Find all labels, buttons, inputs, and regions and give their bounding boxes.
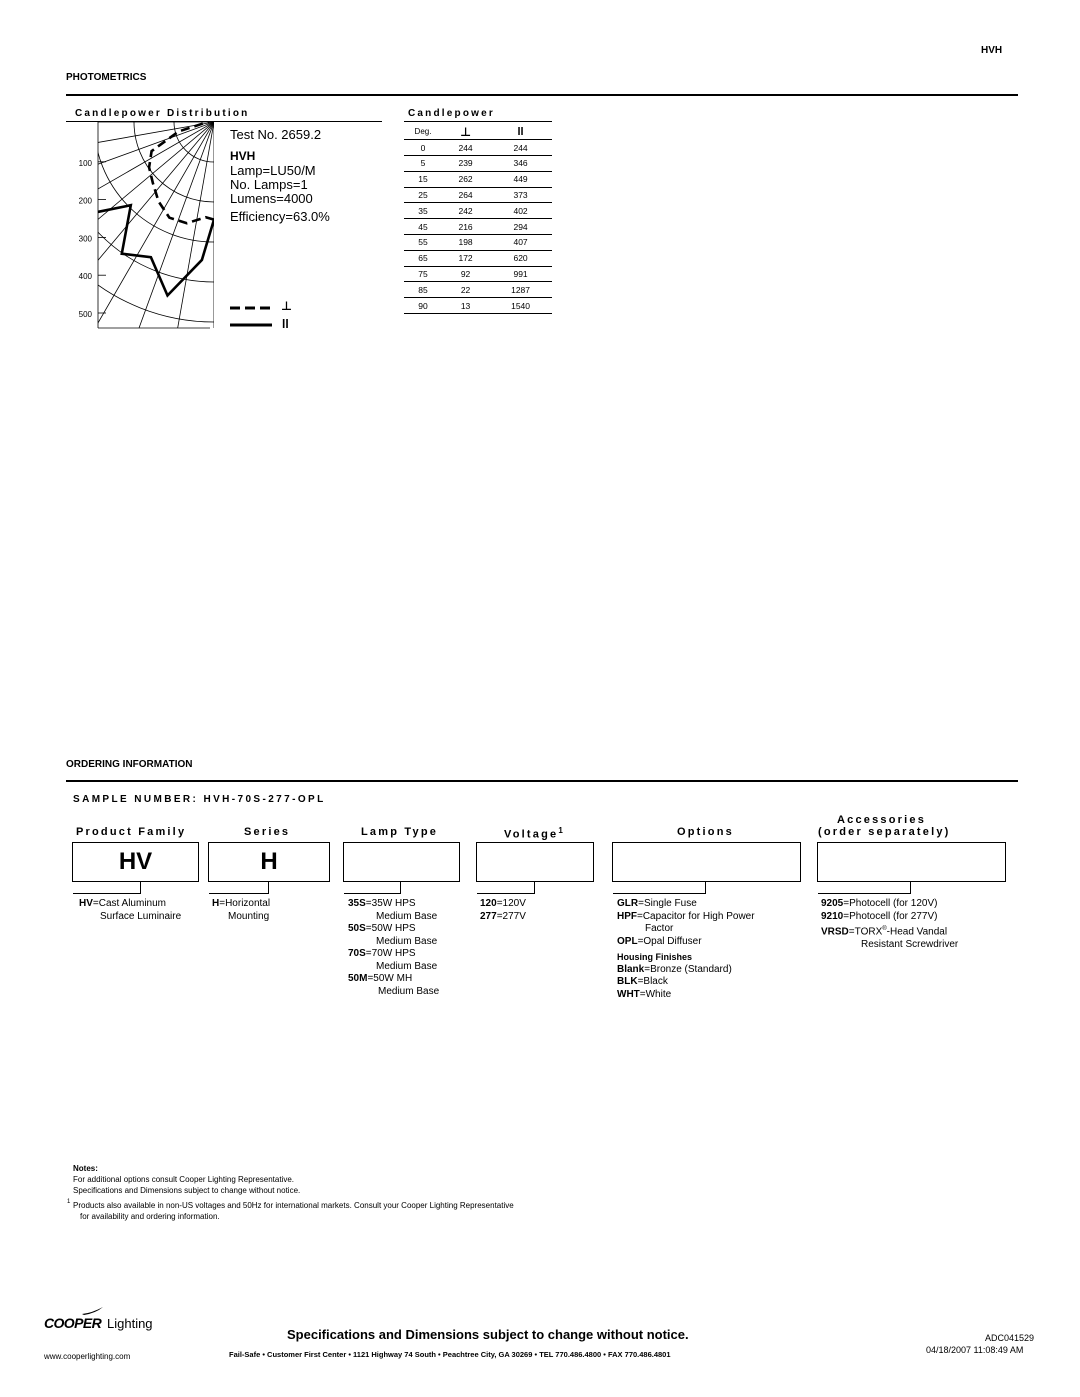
option-code: 50S bbox=[348, 923, 366, 934]
doc-id: ADC041529 bbox=[985, 1333, 1035, 1343]
cell-perp: 13 bbox=[442, 298, 489, 314]
finish-blank bbox=[617, 964, 755, 977]
option-code: BLK bbox=[617, 976, 638, 987]
header-perp: ⊥ bbox=[442, 124, 489, 140]
option-desc: =Cast Aluminum bbox=[92, 898, 166, 909]
accessories-list bbox=[821, 898, 958, 951]
option-code: 277 bbox=[480, 910, 497, 922]
table-row bbox=[404, 235, 552, 251]
voltage-box bbox=[476, 842, 594, 882]
table-row bbox=[404, 250, 552, 266]
cell-deg: 85 bbox=[404, 282, 442, 298]
grid-radial bbox=[60, 122, 214, 242]
col-accessories: Accessories bbox=[837, 814, 927, 826]
col-options: Options bbox=[677, 826, 734, 838]
radial-ticks bbox=[79, 159, 106, 319]
cell-perp: 242 bbox=[442, 203, 489, 219]
product-family-box: HV bbox=[72, 842, 199, 882]
option-35s bbox=[348, 898, 439, 911]
header-par: ll bbox=[489, 124, 552, 140]
radial-tick-label: 500 bbox=[78, 310, 92, 319]
table-label: Candlepower bbox=[408, 108, 495, 119]
finish-wht bbox=[617, 989, 755, 1002]
brand-name: COOPER bbox=[44, 1315, 102, 1331]
option-desc: =Opal Diffuser bbox=[637, 935, 702, 947]
cell-deg: 90 bbox=[404, 298, 442, 314]
col-product-family: Product Family bbox=[76, 826, 187, 838]
notes-line-2: Specifications and Dimensions subject to change without notice. bbox=[73, 1186, 301, 1195]
footnote-mark: 1 bbox=[67, 1199, 71, 1205]
trademark-mark: ® bbox=[882, 926, 887, 932]
legend-perp-label: ⊥ bbox=[281, 299, 292, 313]
logo-swoosh-icon bbox=[82, 1307, 104, 1315]
cell-par: 373 bbox=[489, 187, 552, 203]
cell-deg: 65 bbox=[404, 250, 442, 266]
cell-perp: 262 bbox=[442, 171, 489, 187]
lamp-info: Lamp=LU50/M bbox=[230, 163, 316, 178]
option-desc: =35W HPS bbox=[365, 898, 416, 909]
cell-perp: 198 bbox=[442, 235, 489, 251]
finish-blk bbox=[617, 976, 755, 989]
table-row bbox=[404, 187, 552, 203]
footnote-text-cont: for availability and ordering information. bbox=[80, 1212, 220, 1221]
accessory-9210 bbox=[821, 911, 958, 924]
cell-par: 294 bbox=[489, 219, 552, 235]
option-desc-cont: Mounting bbox=[228, 910, 270, 922]
option-code: HV bbox=[79, 898, 93, 909]
option-120 bbox=[480, 898, 526, 911]
notes-title: Notes: bbox=[73, 1164, 98, 1173]
cell-deg: 25 bbox=[404, 187, 442, 203]
footnote-text: Products also available in non-US voltages and 50Hz for international markets. Consult your Cooper Lighting Representative bbox=[73, 1201, 514, 1210]
website-link[interactable]: www.cooperlighting.com bbox=[44, 1352, 131, 1361]
option-desc: =120V bbox=[496, 898, 526, 909]
option-desc: =Photocell (for 120V) bbox=[843, 898, 938, 909]
series-par-curve bbox=[60, 122, 214, 296]
option-code: 35S bbox=[348, 898, 366, 909]
option-code: OPL bbox=[617, 935, 638, 947]
table-row bbox=[404, 219, 552, 235]
radial-tick-label: 100 bbox=[78, 158, 92, 168]
option-code: H bbox=[212, 898, 220, 909]
cell-par: 407 bbox=[489, 235, 552, 251]
options-box bbox=[612, 842, 801, 882]
cell-par: 1540 bbox=[489, 298, 552, 314]
cell-deg: 55 bbox=[404, 235, 442, 251]
table-row bbox=[404, 282, 552, 298]
option-h bbox=[212, 898, 270, 911]
test-number: Test No. 2659.2 bbox=[230, 127, 322, 142]
cell-perp: 239 bbox=[442, 156, 489, 172]
cell-deg: 15 bbox=[404, 171, 442, 187]
option-hv bbox=[79, 898, 181, 911]
radial-tick-label: 200 bbox=[78, 196, 92, 206]
accessory-vrsd bbox=[821, 923, 958, 939]
efficiency: Efficiency=63.0% bbox=[230, 209, 330, 224]
col-accessories-sub: (order separately) bbox=[818, 826, 951, 838]
table-row bbox=[404, 266, 552, 282]
option-glr bbox=[617, 898, 755, 911]
footnote-1 bbox=[67, 1199, 514, 1211]
option-desc-cont: Medium Base bbox=[378, 985, 440, 997]
cell-par: 1287 bbox=[489, 282, 552, 298]
option-desc: =Photocell (for 277V) bbox=[843, 910, 938, 922]
option-desc-cont: Medium Base bbox=[376, 910, 438, 922]
grid-radial bbox=[132, 122, 214, 334]
option-code: 50M bbox=[348, 973, 368, 984]
option-desc: =Capacitor for High Power bbox=[637, 910, 755, 922]
lamp-type-box bbox=[343, 842, 460, 882]
header-deg: Deg. bbox=[404, 124, 442, 140]
option-code: GLR bbox=[617, 898, 639, 909]
candlepower-table bbox=[404, 124, 552, 314]
option-code: Blank bbox=[617, 963, 645, 975]
option-50s bbox=[348, 923, 439, 936]
option-code: 9210 bbox=[821, 910, 844, 922]
cell-deg: 0 bbox=[404, 140, 442, 156]
ordering-rule bbox=[66, 780, 1018, 782]
col-voltage bbox=[504, 826, 565, 841]
series-perp-curve bbox=[149, 122, 214, 223]
option-desc: =White bbox=[639, 988, 672, 1000]
options-list bbox=[617, 898, 755, 1001]
section-title-ordering: ORDERING INFORMATION bbox=[66, 759, 193, 770]
option-code: 120 bbox=[480, 898, 497, 909]
option-desc-cont: Medium Base bbox=[376, 960, 438, 972]
grid-radial bbox=[172, 122, 214, 334]
cell-deg: 35 bbox=[404, 203, 442, 219]
table-label-rule bbox=[404, 121, 552, 122]
table-row bbox=[404, 140, 552, 156]
polar-grid bbox=[60, 122, 220, 334]
option-desc-cont: Factor bbox=[645, 923, 674, 934]
option-desc-cont: Medium Base bbox=[376, 935, 438, 947]
option-code: 9205 bbox=[821, 898, 844, 909]
cell-par: 991 bbox=[489, 266, 552, 282]
housing-finishes-title: Housing Finishes bbox=[617, 952, 693, 962]
option-desc: =TORX bbox=[848, 926, 883, 938]
cell-deg: 45 bbox=[404, 219, 442, 235]
cell-par: 346 bbox=[489, 156, 552, 172]
option-desc: =277V bbox=[496, 910, 526, 922]
doc-code: HVH bbox=[981, 45, 1003, 56]
option-70s bbox=[348, 948, 439, 961]
accessory-9205 bbox=[821, 898, 958, 911]
col-series: Series bbox=[244, 826, 291, 838]
option-desc-cont: Resistant Screwdriver bbox=[861, 938, 959, 950]
option-desc: =Horizontal bbox=[219, 898, 271, 909]
footer-contact: Fail-Safe • Customer First Center • 1121 Highway 74 South • Peachtree City, GA 30269 • TEL 770.486.4800 • FAX 770.486.4801 bbox=[229, 1350, 671, 1359]
option-code: HPF bbox=[617, 910, 637, 922]
cell-deg: 5 bbox=[404, 156, 442, 172]
cell-perp: 92 bbox=[442, 266, 489, 282]
option-opl bbox=[617, 936, 755, 949]
cooper-logo[interactable] bbox=[44, 1311, 156, 1333]
cell-deg: 75 bbox=[404, 266, 442, 282]
cell-perp: 216 bbox=[442, 219, 489, 235]
voltage-footnote-mark: 1 bbox=[558, 826, 565, 835]
cell-perp: 172 bbox=[442, 250, 489, 266]
chart-label: Candlepower Distribution bbox=[75, 108, 250, 119]
option-desc: =Single Fuse bbox=[638, 898, 697, 909]
voltage-options bbox=[480, 898, 526, 923]
cell-par: 620 bbox=[489, 250, 552, 266]
cell-par: 244 bbox=[489, 140, 552, 156]
legend-par-label: ll bbox=[282, 317, 289, 331]
cell-perp: 244 bbox=[442, 140, 489, 156]
lamp-type-options bbox=[348, 898, 439, 998]
option-desc-2: -Head Vandal bbox=[886, 926, 948, 938]
notes-line-1: For additional options consult Cooper Lighting Representative. bbox=[73, 1175, 295, 1184]
option-desc: =50W HPS bbox=[365, 923, 416, 934]
option-hpf bbox=[617, 911, 755, 924]
option-desc: =Black bbox=[637, 976, 668, 987]
option-code: 70S bbox=[348, 948, 366, 959]
table-row bbox=[404, 203, 552, 219]
option-50m bbox=[348, 973, 439, 986]
series-options bbox=[212, 898, 270, 923]
bracket-bar-lamp bbox=[344, 893, 401, 894]
section-title-photometrics: PHOTOMETRICS bbox=[66, 72, 147, 83]
table-row bbox=[404, 298, 552, 314]
option-277 bbox=[480, 911, 526, 924]
cell-par: 449 bbox=[489, 171, 552, 187]
header-rule bbox=[66, 94, 1018, 96]
sample-number: SAMPLE NUMBER: HVH-70S-277-OPL bbox=[73, 794, 326, 805]
bracket-bar-options bbox=[613, 893, 706, 894]
cell-perp: 22 bbox=[442, 282, 489, 298]
doc-timestamp: 04/18/2007 11:08:49 AM bbox=[926, 1345, 1024, 1355]
bracket-bar-product-family bbox=[73, 893, 141, 894]
notes-block bbox=[67, 1163, 514, 1222]
radial-tick-label: 300 bbox=[78, 234, 92, 244]
candlepower-polar-chart bbox=[60, 122, 220, 334]
brand-suffix: Lighting bbox=[107, 1316, 153, 1331]
model-code: HVH bbox=[230, 149, 256, 163]
table-header-row bbox=[404, 124, 552, 140]
accessories-box bbox=[817, 842, 1006, 882]
table-row bbox=[404, 171, 552, 187]
table-row bbox=[404, 156, 552, 172]
lumens: Lumens=4000 bbox=[230, 191, 313, 206]
bracket-bar-series bbox=[209, 893, 269, 894]
series-box: H bbox=[208, 842, 330, 882]
option-code: WHT bbox=[617, 988, 640, 1000]
cell-par: 402 bbox=[489, 203, 552, 219]
bracket-bar-accessories bbox=[818, 893, 911, 894]
chart-legend bbox=[230, 298, 280, 332]
option-desc-cont: Surface Luminaire bbox=[100, 910, 182, 922]
col-lamp-type: Lamp Type bbox=[361, 826, 439, 838]
option-desc: =Bronze (Standard) bbox=[644, 963, 732, 975]
cell-perp: 264 bbox=[442, 187, 489, 203]
option-desc: =50W MH bbox=[367, 973, 413, 984]
product-family-options bbox=[79, 898, 181, 923]
footer-headline: Specifications and Dimensions subject to change without notice. bbox=[287, 1327, 689, 1342]
option-code: VRSD bbox=[821, 926, 849, 938]
lamp-count: No. Lamps=1 bbox=[230, 177, 308, 192]
option-desc: =70W HPS bbox=[365, 948, 416, 959]
radial-tick-label: 400 bbox=[78, 272, 92, 282]
bracket-bar-voltage bbox=[477, 893, 535, 894]
voltage-label: Voltage bbox=[504, 828, 559, 841]
